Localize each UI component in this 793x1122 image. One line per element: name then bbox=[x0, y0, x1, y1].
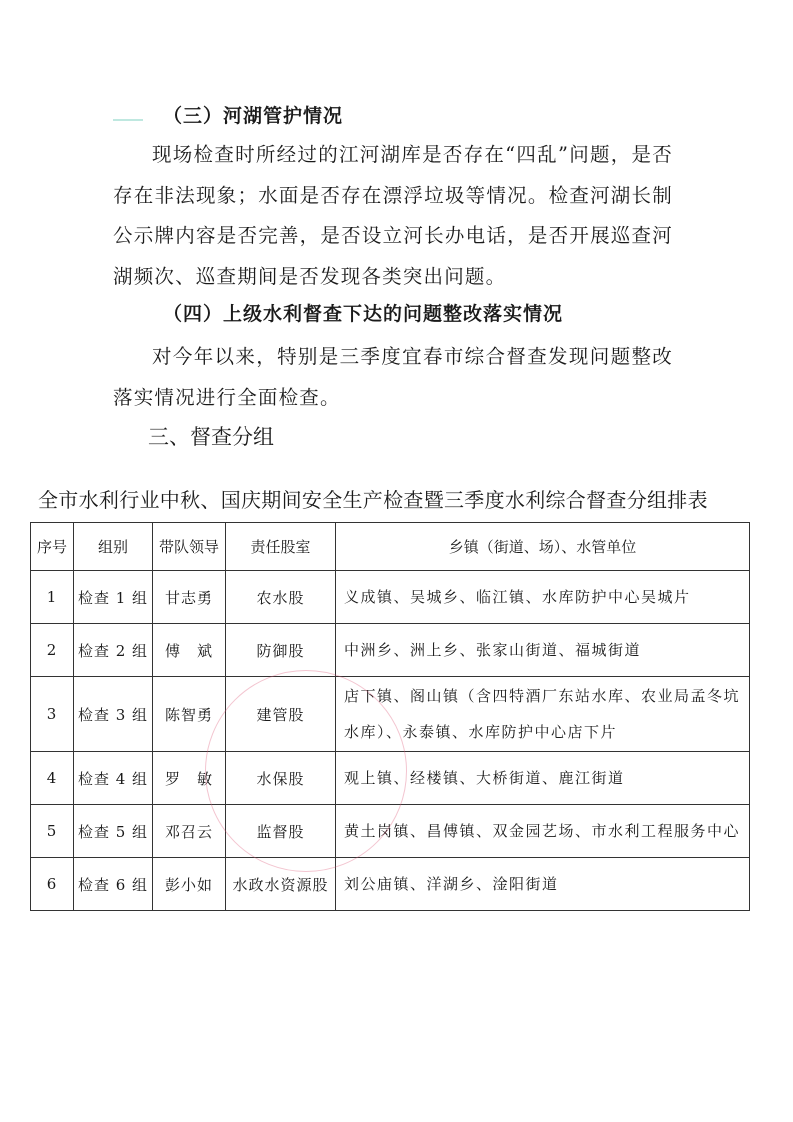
cell-department: 监督股 bbox=[226, 805, 336, 858]
cell-leader: 邓召云 bbox=[153, 805, 226, 858]
paragraph-rectification: 对今年以来，特别是三季度宜春市综合督查发现问题整改落实情况进行全面检查。 bbox=[113, 345, 673, 409]
cell-group: 检查 1 组 bbox=[74, 571, 153, 624]
cell-leader: 罗 敏 bbox=[153, 752, 226, 805]
cell-index: 5 bbox=[31, 805, 74, 858]
table-row bbox=[31, 624, 750, 677]
cell-department: 防御股 bbox=[226, 624, 336, 677]
cell-units: 店下镇、阁山镇（含四特酒厂东站水库、农业局孟冬坑水库）、永泰镇、水库防护中心店下片 bbox=[336, 677, 750, 752]
scan-artifact bbox=[113, 119, 143, 121]
group-table bbox=[30, 522, 750, 911]
cell-leader: 彭小如 bbox=[153, 858, 226, 911]
cell-department: 建管股 bbox=[226, 677, 336, 752]
cell-group: 检查 6 组 bbox=[74, 858, 153, 911]
cell-units: 刘公庙镇、洋湖乡、淦阳街道 bbox=[336, 858, 750, 911]
header-department: 责任股室 bbox=[226, 523, 336, 571]
cell-department: 水政水资源股 bbox=[226, 858, 336, 911]
cell-index: 3 bbox=[31, 677, 74, 752]
cell-department: 农水股 bbox=[226, 571, 336, 624]
table-row bbox=[31, 752, 750, 805]
cell-units: 黄土岗镇、昌傅镇、双金园艺场、市水利工程服务中心 bbox=[336, 805, 750, 858]
cell-index: 6 bbox=[31, 858, 74, 911]
header-group: 组别 bbox=[74, 523, 153, 571]
cell-index: 4 bbox=[31, 752, 74, 805]
section-title-groups: 三、督查分组 bbox=[148, 425, 274, 449]
cell-group: 检查 4 组 bbox=[74, 752, 153, 805]
table-header-row bbox=[31, 523, 750, 571]
heading-river-lake-management: （三）河湖管护情况 bbox=[163, 105, 344, 127]
cell-units: 观上镇、经楼镇、大桥街道、鹿江街道 bbox=[336, 752, 750, 805]
paragraph-river-lake-management: 现场检查时所经过的江河湖库是否存在“四乱”问题，是否存在非法现象；水面是否存在漂浮垃圾等情况。检查河湖长制公示牌内容是否完善，是否设立河长办电话，是否开展巡查河湖频次、巡查期间是否发现各类突出问题。 bbox=[113, 143, 673, 288]
header-leader: 带队领导 bbox=[153, 523, 226, 571]
cell-units: 中洲乡、洲上乡、张家山街道、福城街道 bbox=[336, 624, 750, 677]
table-row bbox=[31, 677, 750, 752]
cell-leader: 傅 斌 bbox=[153, 624, 226, 677]
table-title: 全市水利行业中秋、国庆期间安全生产检查暨三季度水利综合督查分组排表 bbox=[38, 488, 708, 512]
cell-department: 水保股 bbox=[226, 752, 336, 805]
cell-group: 检查 2 组 bbox=[74, 624, 153, 677]
table-row bbox=[31, 858, 750, 911]
cell-leader: 陈智勇 bbox=[153, 677, 226, 752]
cell-leader: 甘志勇 bbox=[153, 571, 226, 624]
header-index: 序号 bbox=[31, 523, 74, 571]
cell-units: 义成镇、吴城乡、临江镇、水库防护中心吴城片 bbox=[336, 571, 750, 624]
table-row bbox=[31, 805, 750, 858]
heading-rectification: （四）上级水利督查下达的问题整改落实情况 bbox=[163, 303, 564, 325]
cell-index: 2 bbox=[31, 624, 74, 677]
cell-group: 检查 5 组 bbox=[74, 805, 153, 858]
header-units: 乡镇（街道、场）、水管单位 bbox=[336, 523, 750, 571]
cell-group: 检查 3 组 bbox=[74, 677, 153, 752]
table-row bbox=[31, 571, 750, 624]
cell-index: 1 bbox=[31, 571, 74, 624]
